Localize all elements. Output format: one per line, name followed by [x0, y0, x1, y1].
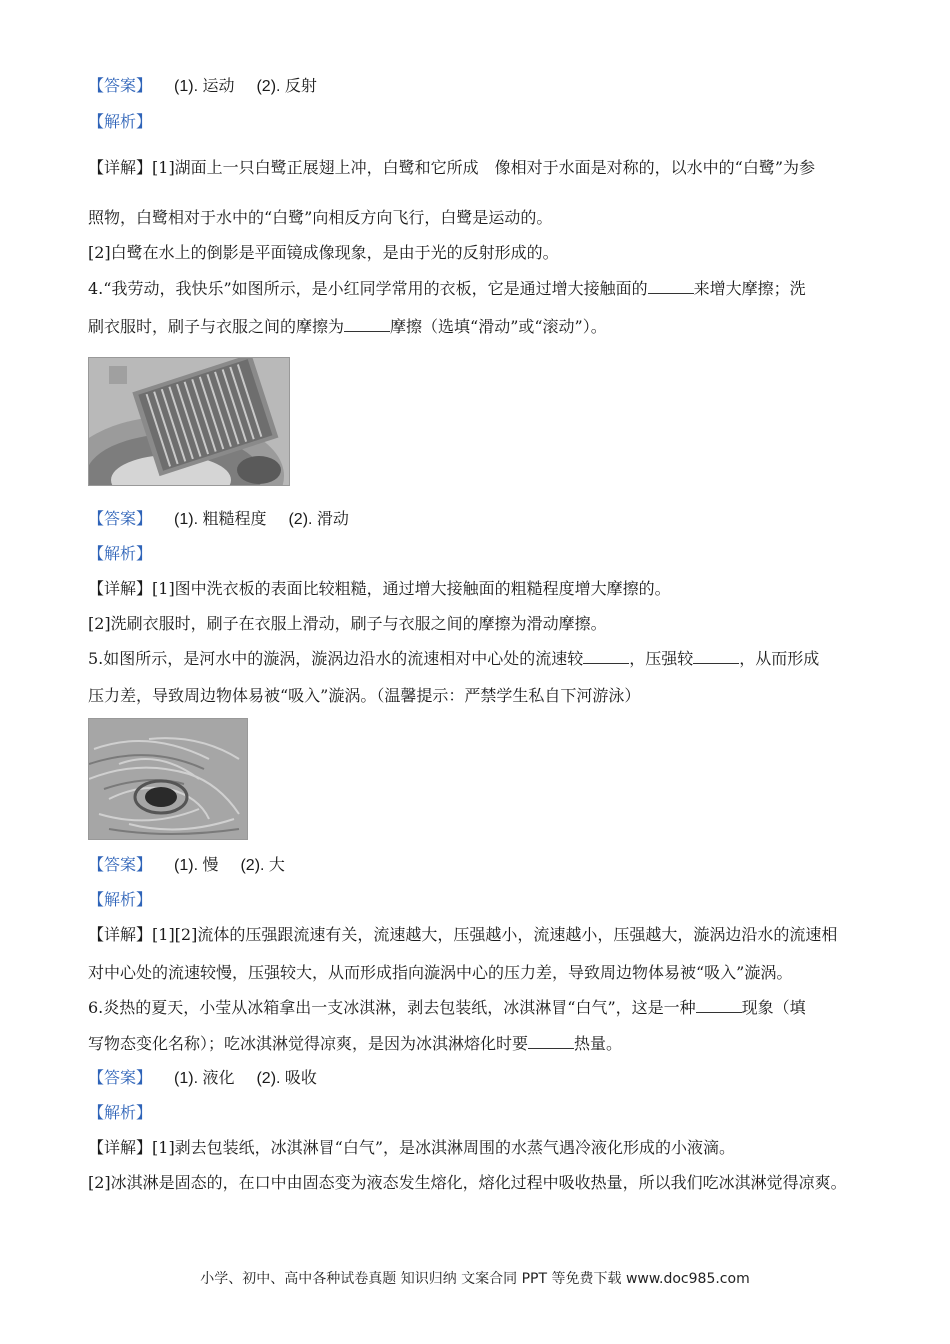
answer-1: (1). 慢	[174, 857, 219, 874]
q4-detail-line-2	[88, 613, 607, 635]
question-text: 6.炎热的夏天，小莹从冰箱拿出一支冰淇淋，剥去包装纸，冰淇淋冒“白气”，这是一种	[88, 998, 696, 1017]
answer-blank	[693, 649, 739, 664]
question-text: ，从而形成	[739, 649, 820, 668]
answer-blank	[344, 317, 390, 332]
answer-2: (2). 大	[240, 857, 285, 874]
answer-tag: 【答案】	[88, 1068, 153, 1087]
q6-question-line-1	[88, 997, 806, 1019]
answer-1: (1). 粗糙程度	[174, 511, 267, 528]
q6-detail-line-1	[88, 1137, 735, 1159]
answer-blank	[583, 649, 629, 664]
answer-2: (2). 反射	[256, 78, 317, 95]
detail-text: 对中心处的流速较慢，压强较大，从而形成指向漩涡中心的压力差，导致周边物体易被“吸入”漩涡。	[88, 963, 793, 982]
question-text: 5.如图所示，是河水中的漩涡，漩涡边沿水的流速相对中心处的流速较	[88, 649, 584, 668]
analysis-tag: 【解析】	[88, 1103, 153, 1122]
footer-link[interactable]: www.doc985.com	[625, 1271, 750, 1287]
q5-analysis-tag	[88, 889, 152, 911]
detail-tag: 【详解】	[88, 579, 153, 598]
analysis-tag: 【解析】	[88, 112, 153, 131]
detail-text: [1]湖面上一只白鹭正展翅上冲，白鹭和它所成 像相对于水面是对称的，以水中的“白鹭”为参	[152, 158, 816, 177]
question-text: 刷衣服时，刷子与衣服之间的摩擦为	[88, 317, 345, 336]
q3-answer-line	[88, 75, 317, 98]
q5-question-line-2	[88, 685, 640, 707]
q4-question-line-2	[88, 316, 607, 338]
answer-tag: 【答案】	[88, 76, 153, 95]
whirlpool-photo	[88, 718, 248, 840]
answer-2: (2). 吸收	[256, 1070, 317, 1087]
answer-tag: 【答案】	[88, 509, 153, 528]
detail-text: [2]白鹭在水上的倒影是平面镜成像现象，是由于光的反射形成的。	[88, 243, 559, 262]
q4-question-line-1	[88, 278, 806, 300]
question-text: 现象（填	[741, 998, 806, 1017]
q5-detail-line-2	[88, 962, 792, 984]
q3-detail-line-1	[88, 157, 815, 179]
q3-analysis-tag	[88, 111, 152, 133]
answer-1: (1). 液化	[174, 1070, 235, 1087]
question-text: 来增大摩擦；洗	[693, 279, 806, 298]
answer-2: (2). 滑动	[288, 511, 349, 528]
washboard-image	[89, 358, 289, 485]
answer-blank	[528, 1034, 574, 1049]
q5-detail-line-1	[88, 924, 837, 946]
q5-answer-line	[88, 854, 285, 877]
detail-text: [2]洗刷衣服时，刷子在衣服上滑动，刷子与衣服之间的摩擦为滑动摩擦。	[88, 614, 607, 633]
footer-text: 小学、初中、高中各种试卷真题 知识归纳 文案合同 PPT 等免费下载	[200, 1271, 622, 1287]
answer-tag: 【答案】	[88, 855, 153, 874]
detail-tag: 【详解】	[88, 925, 153, 944]
washboard-photo	[88, 357, 290, 486]
q6-analysis-tag	[88, 1102, 152, 1124]
q5-question-line-1	[88, 648, 819, 670]
q6-answer-line	[88, 1067, 317, 1090]
detail-text: [2]冰淇淋是固态的，在口中由固态变为液态发生熔化，熔化过程中吸收热量，所以我们吃冰淇淋觉得凉爽。	[88, 1173, 847, 1192]
q3-detail-line-2	[88, 207, 552, 229]
detail-text: [1]剥去包装纸，冰淇淋冒“白气”，是冰淇淋周围的水蒸气遇冷液化形成的小液滴。	[152, 1138, 736, 1157]
detail-text: 照物，白鹭相对于水中的“白鹭”向相反方向飞行，白鹭是运动的。	[88, 208, 553, 227]
page-footer	[0, 1268, 950, 1288]
q4-detail-line-1	[88, 578, 671, 600]
question-text: ，压强较	[629, 649, 694, 668]
q3-detail-line-3	[88, 242, 559, 264]
detail-tag: 【详解】	[88, 1138, 153, 1157]
q6-question-line-2	[88, 1033, 622, 1055]
analysis-tag: 【解析】	[88, 890, 153, 909]
answer-blank	[648, 279, 694, 294]
question-text: 压力差，导致周边物体易被“吸入”漩涡。（温馨提示：严禁学生私自下河游泳）	[88, 686, 641, 705]
detail-text: [1][2]流体的压强跟流速有关，流速越大，压强越小，流速越小，压强越大，漩涡边沿水的流速相	[152, 925, 838, 944]
whirlpool-image	[89, 719, 247, 839]
detail-tag: 【详解】	[88, 158, 153, 177]
q4-answer-line	[88, 508, 349, 531]
detail-text: [1]图中洗衣板的表面比较粗糙，通过增大接触面的粗糙程度增大摩擦的。	[152, 579, 671, 598]
question-text: 热量。	[574, 1034, 623, 1053]
q6-detail-line-2	[88, 1172, 847, 1194]
question-text: 写物态变化名称）；吃冰淇淋觉得凉爽，是因为冰淇淋熔化时要	[88, 1034, 529, 1053]
q4-analysis-tag	[88, 543, 152, 565]
answer-blank	[696, 998, 742, 1013]
question-text: 4.“我劳动，我快乐”如图所示，是小红同学常用的衣板，它是通过增大接触面的	[88, 279, 648, 298]
answer-1: (1). 运动	[174, 78, 235, 95]
analysis-tag: 【解析】	[88, 544, 153, 563]
question-text: 摩擦（选填“滑动”或“滚动”）。	[390, 317, 607, 336]
